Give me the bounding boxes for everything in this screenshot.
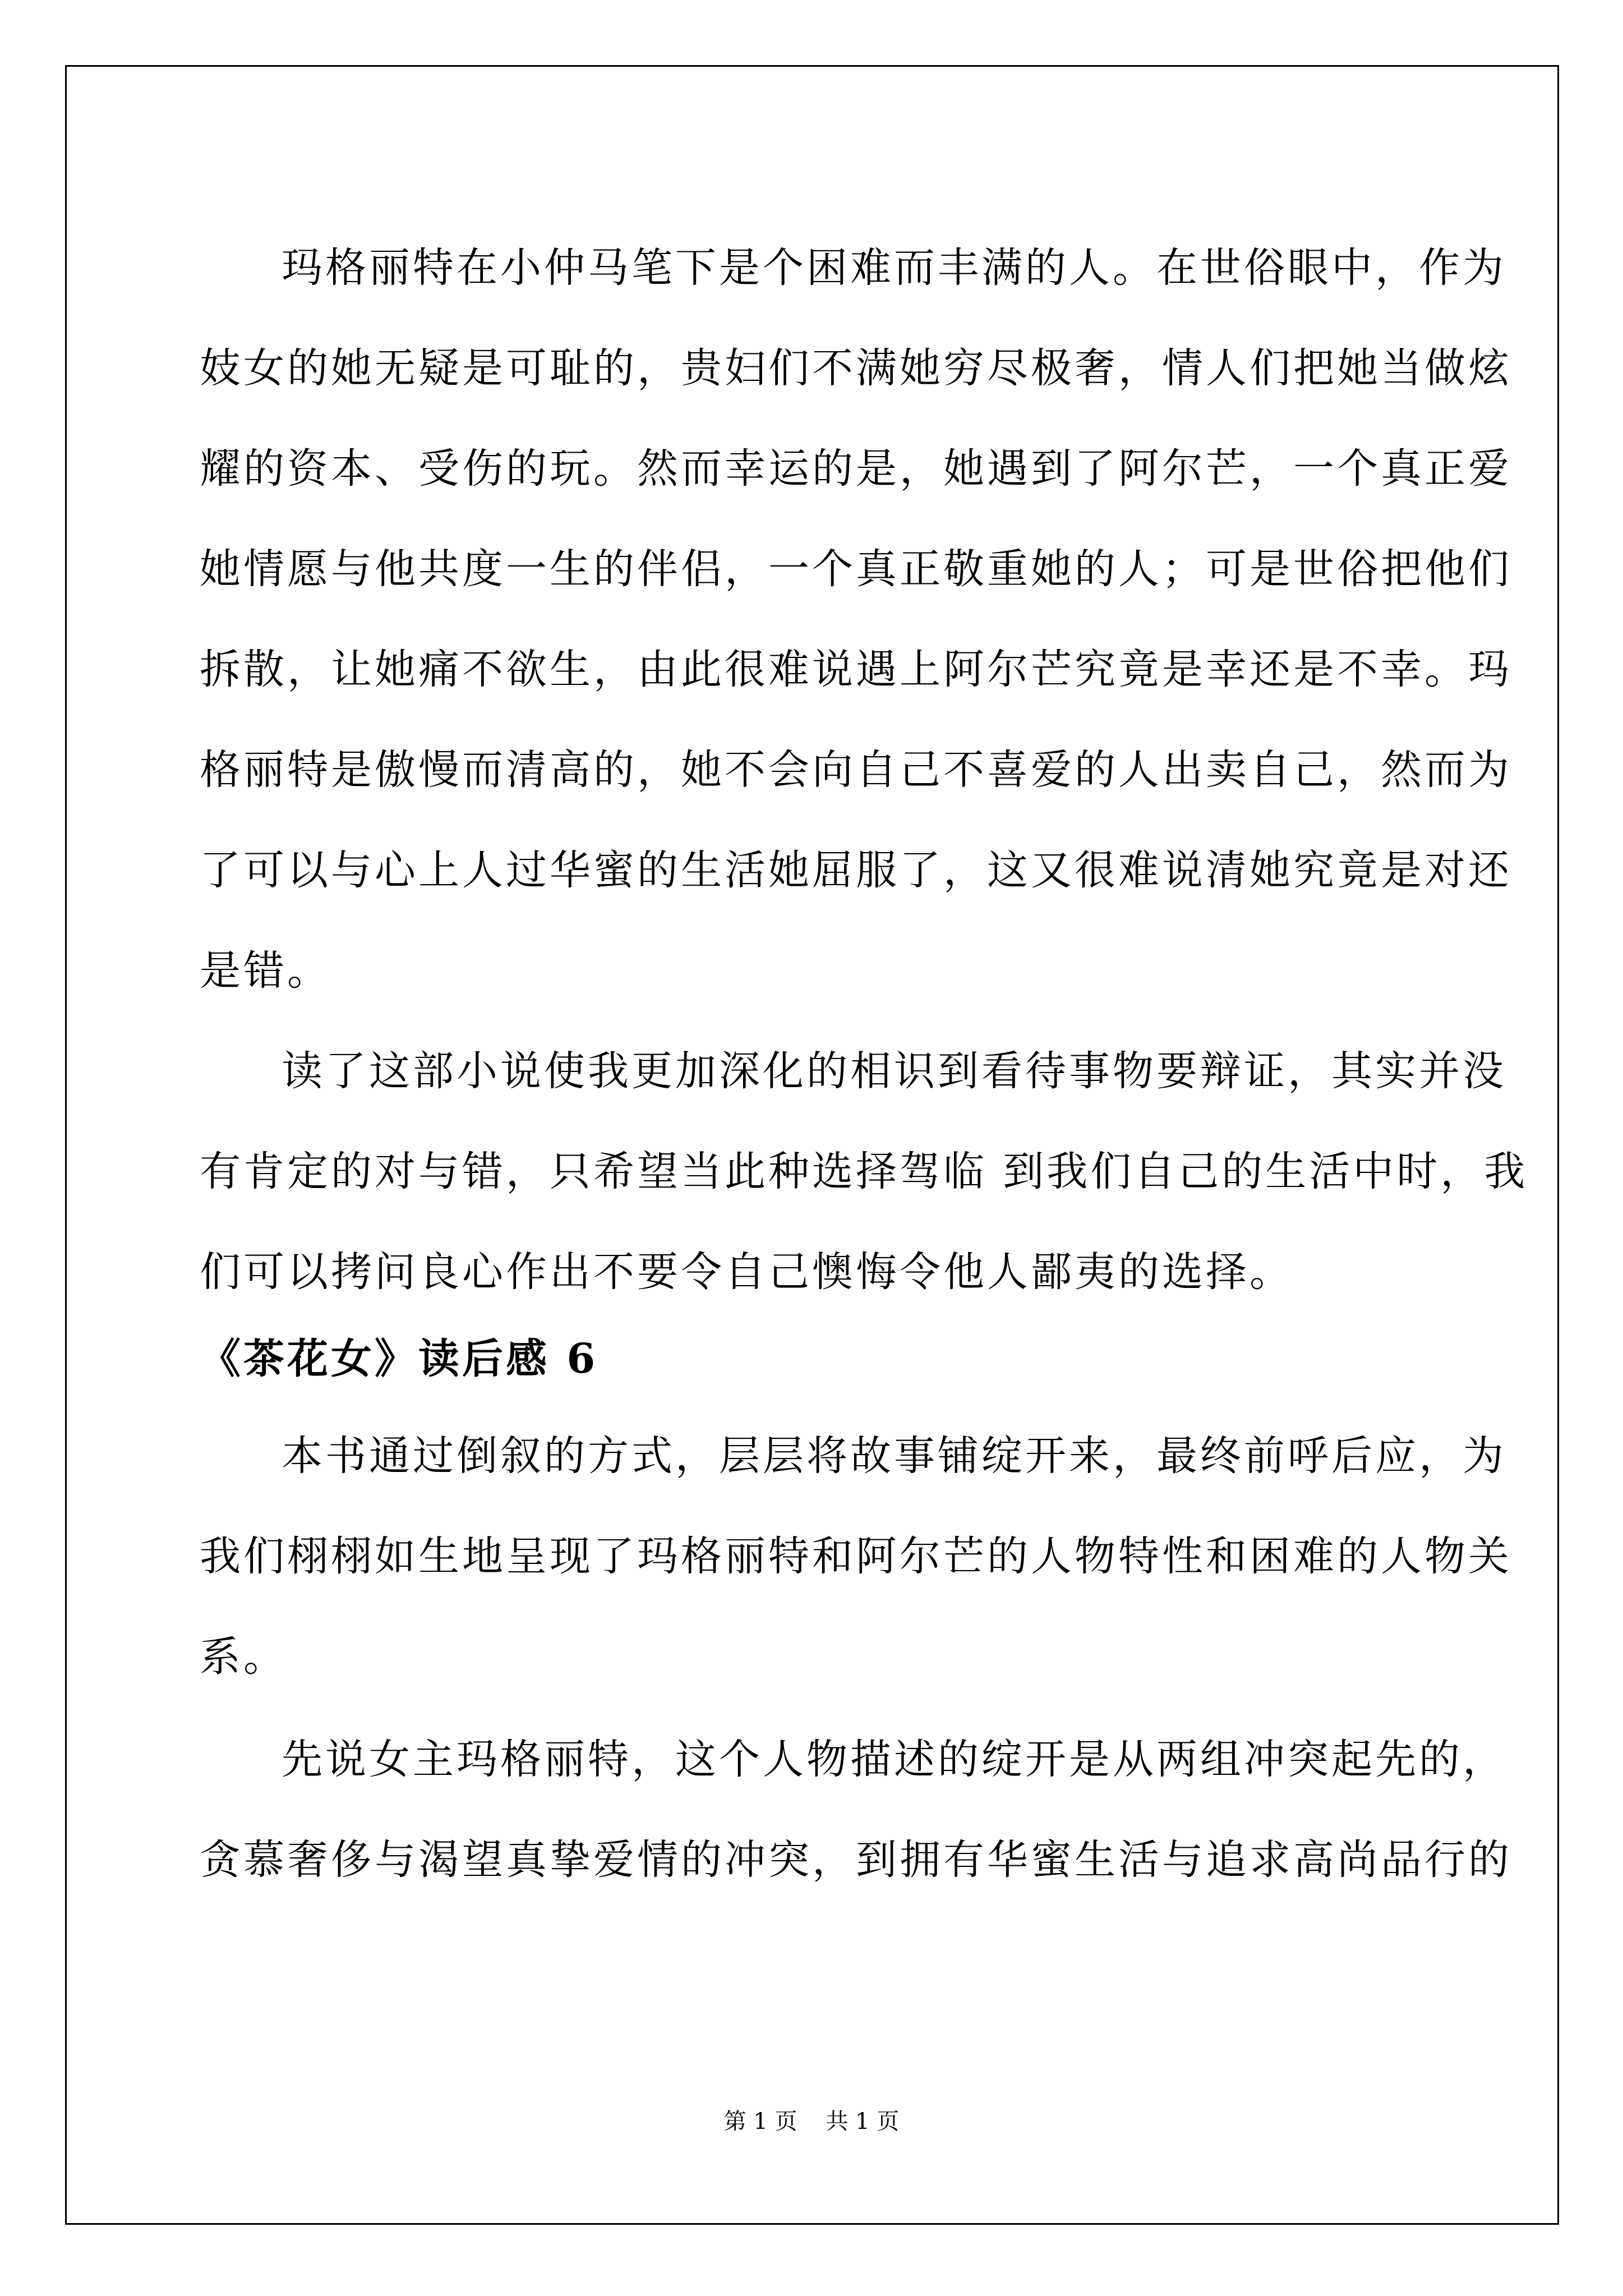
text-line: 我们栩栩如生地呈现了玛格丽特和阿尔芒的人物特性和困难的人物关 [200, 1533, 1512, 1580]
text-line: 她情愿与他共度一生的伴侣，一个真正敬重她的人；可是世俗把他们 [200, 545, 1512, 593]
paragraph [200, 1021, 1528, 1322]
page-number-footer: 第 1 页 共 1 页 [723, 2109, 900, 2134]
text-line: 先说女主玛格丽特，这个人物描述的绽开是从两组冲突起先的， [282, 1736, 1506, 1783]
text-line: 系。 [200, 1633, 287, 1681]
text-line: 拆散，让她痛不欲生，由此很难说遇上阿尔芒究竟是幸还是不幸。玛 [200, 646, 1512, 693]
text-line: 是错。 [200, 947, 331, 995]
paragraph [200, 1709, 1512, 1910]
paragraph [200, 1406, 1512, 1707]
paragraph [200, 218, 1512, 1021]
text-line: 格丽特是傲慢而清高的，她不会向自己不喜爱的人出卖自己，然而为 [200, 746, 1512, 794]
section-heading: 《茶花女》读后感 6 [200, 1335, 598, 1383]
text-line: 有肯定的对与错，只希望当此种选择驾临 到我们自己的生活中时，我 [200, 1148, 1528, 1195]
text-line: 们可以拷问良心作出不要令自己懊悔令他人鄙夷的选择。 [200, 1248, 1293, 1296]
text-line: 玛格丽特在小仲马笔下是个困难而丰满的人。在世俗眼中，作为 [282, 244, 1506, 292]
text-line: 了可以与心上人过华蜜的生活她屈服了，这又很难说清她究竟是对还 [200, 846, 1512, 894]
text-line: 贪慕奢侈与渴望真挚爱情的冲突，到拥有华蜜生活与追求高尚品行的 [200, 1836, 1512, 1884]
text-line: 耀的资本、受伤的玩。然而幸运的是，她遇到了阿尔芒，一个真正爱 [200, 445, 1512, 493]
text-line: 本书通过倒叙的方式，层层将故事铺绽开来，最终前呼后应，为 [282, 1432, 1506, 1480]
text-line: 读了这部小说使我更加深化的相识到看待事物要辩证，其实并没 [282, 1047, 1506, 1095]
document-body [200, 218, 1528, 1910]
text-line: 妓女的她无疑是可耻的，贵妇们不满她穷尽极奢，情人们把她当做炫 [200, 344, 1512, 392]
